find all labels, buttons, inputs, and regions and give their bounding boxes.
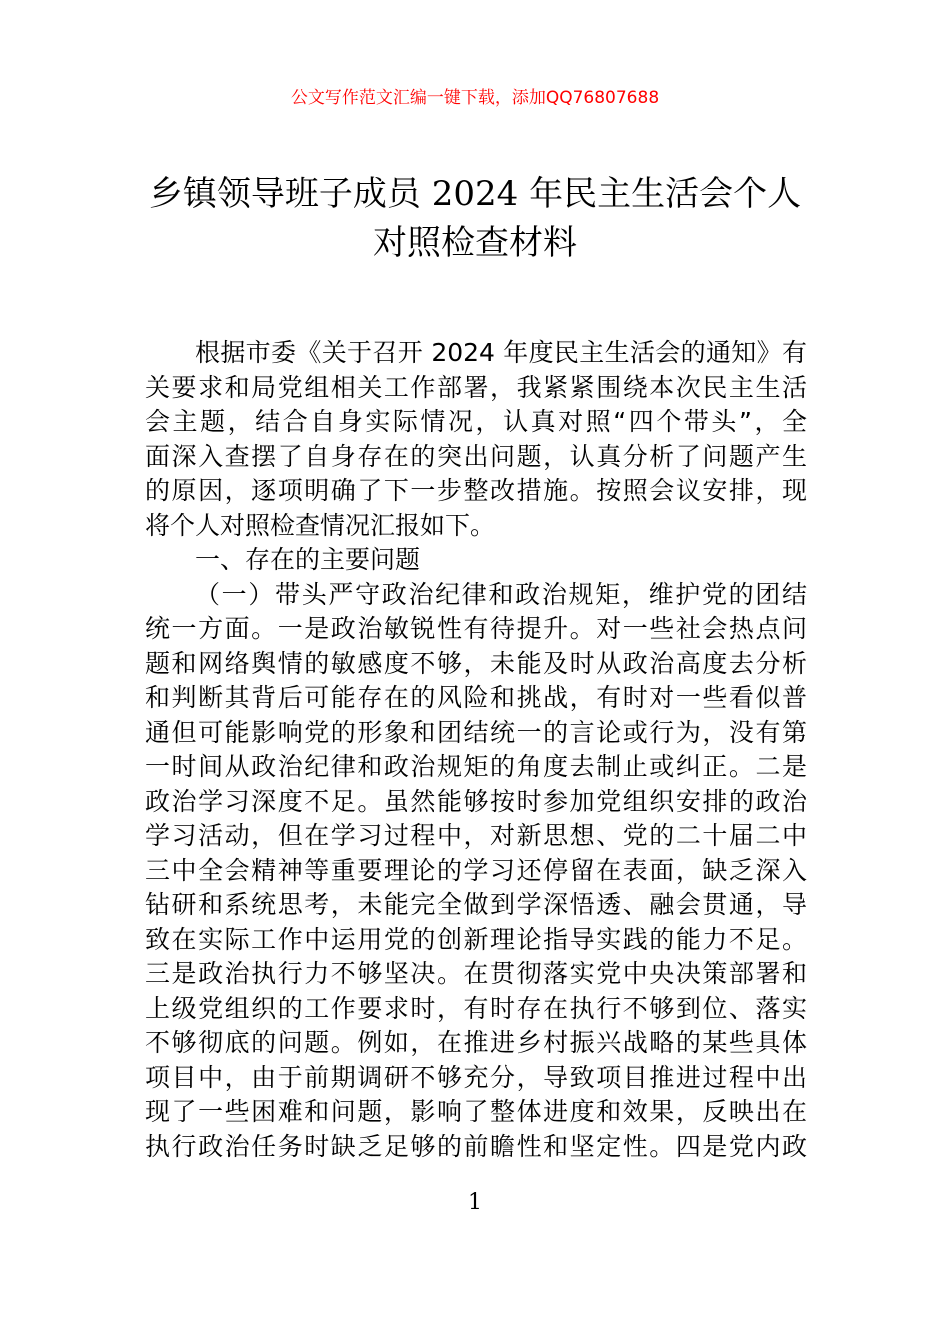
body-line: 执行政治任务时缺乏足够的前瞻性和坚定性。四是党内政 <box>145 1131 807 1161</box>
body-line: 项目中，由于前期调研不够充分，导致项目推进过程中出 <box>145 1062 807 1092</box>
body-line: 会主题，结合自身实际情况，认真对照“四个带头”，全 <box>145 407 807 436</box>
body-line: 题和网络舆情的敏感度不够，未能及时从政治高度去分析 <box>145 648 807 678</box>
body-line: 通但可能影响党的形象和团结统一的言论或行为，没有第 <box>145 717 807 747</box>
body-line: 三中全会精神等重要理论的学习还停留在表面，缺乏深入 <box>145 855 807 885</box>
body-line: 上级党组织的工作要求时，有时存在执行不够到位、落实 <box>145 993 807 1023</box>
document-body <box>145 336 807 1164</box>
document-title-line-2: 对照检查材料 <box>373 223 577 263</box>
document-title-line-1: 乡镇领导班子成员 2024 年民主生活会个人 <box>148 174 802 214</box>
body-line: 和判断其背后可能存在的风险和挑战，有时对一些看似普 <box>145 683 807 712</box>
body-line: 的原因，逐项明确了下一步整改措施。按照会议安排，现 <box>145 476 807 505</box>
body-line: 致在实际工作中运用党的创新理论指导实践的能力不足。 <box>145 924 807 954</box>
body-line: 统一方面。一是政治敏锐性有待提升。对一些社会热点问 <box>145 614 807 643</box>
body-line: 关要求和局党组相关工作部署，我紧紧围绕本次民主生活 <box>145 372 807 402</box>
body-line: 不够彻底的问题。例如，在推进乡村振兴战略的某些具体 <box>145 1028 807 1057</box>
body-line: 三是政治执行力不够坚决。在贯彻落实党中央决策部署和 <box>145 959 807 988</box>
body-line: 现了一些困难和问题，影响了整体进度和效果，反映出在 <box>145 1097 807 1126</box>
body-line: （一）带头严守政治纪律和政治规矩，维护党的团结 <box>195 579 807 609</box>
body-line: 钻研和系统思考，未能完全做到学深悟透、融会贯通，导 <box>145 890 807 919</box>
body-line: 根据市委《关于召开 2024 年度民主生活会的通知》有 <box>195 338 807 367</box>
body-line: 将个人对照检查情况汇报如下。 <box>145 510 496 540</box>
body-line: 政治学习深度不足。虽然能够按时参加党组织安排的政治 <box>145 786 807 816</box>
body-line: 学习活动，但在学习过程中，对新思想、党的二十届二中 <box>145 821 807 850</box>
body-line: 一时间从政治纪律和政治规矩的角度去制止或纠正。二是 <box>145 752 807 781</box>
page-number: 1 <box>468 1190 482 1215</box>
body-line: 面深入查摆了自身存在的突出问题，认真分析了问题产生 <box>145 441 807 471</box>
header-note: 公文写作范文汇编一键下载，添加QQ76807688 <box>290 88 660 108</box>
section-heading: 一、存在的主要问题 <box>195 545 421 574</box>
